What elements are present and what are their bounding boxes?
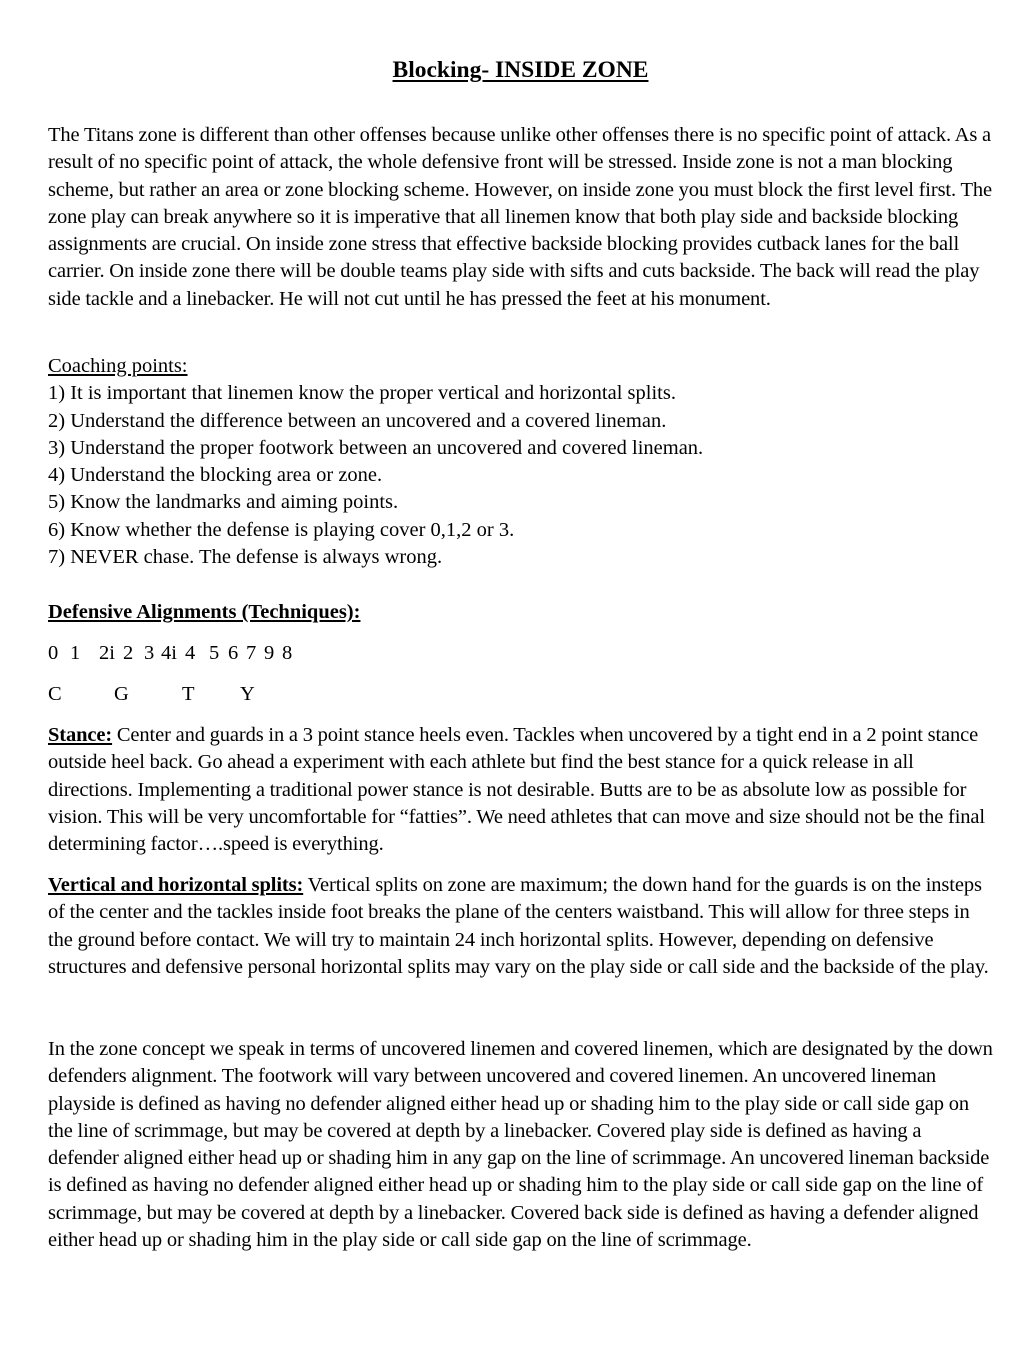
position-t: T: [182, 683, 195, 705]
intro-paragraph: The Titans zone is different than other offenses because unlike other offenses there is no specific point of attack. As a result of no specific point of attack, the whole defensive front will be stressed. Inside zone is not a man blocking scheme, but rather an area or zone blocking scheme. However, on inside zone you must block the first level first. The zone play can break anywhere so it is imperative that all linemen know that both play side and backside blocking assignments are crucial. On inside zone stress that effective backside blocking provides cutback lanes for the ball carrier. On inside zone there will be double teams play side with sifts and cuts backside. The back will read the play side tackle and a linebacker. He will not cut until he has pressed the feet at his monument.: [48, 124, 992, 310]
coaching-point-5: 5) Know the landmarks and aiming points.: [48, 491, 399, 514]
coaching-point-2: 2) Understand the difference between an uncovered and a covered lineman.: [48, 409, 667, 432]
position-y: Y: [240, 683, 255, 705]
technique-4: 4: [185, 642, 196, 664]
technique-numbers-row: [48, 640, 993, 668]
splits-text: Vertical splits on zone are maximum; the down hand for the guards is on the insteps of the center and the tackles inside foot breaks the plane of the centers waistband. This will allow for three steps in the ground before contact. We will try to maintain 24 inch horizontal splits. However, depending on defensive structures and defensive personal horizontal splits may vary on the play side or call side and the backside of the play.: [48, 874, 989, 978]
technique-3: 3: [144, 642, 155, 664]
technique-0: 0: [48, 642, 59, 664]
technique-9: 9: [264, 642, 275, 664]
technique-8: 8: [282, 642, 293, 664]
splits-paragraph: [48, 872, 993, 981]
technique-2i: 2i: [99, 642, 115, 664]
coaching-point-3: 3) Understand the proper footwork between an uncovered and covered lineman.: [48, 436, 704, 459]
position-letters-row: [48, 681, 993, 709]
stance-text: Center and guards in a 3 point stance heels even. Tackles when uncovered by a tight end in a 2 point stance outside heel back. Go ahead a experiment with each athlete but find the best stance for a quick release in all directions. Implementing a traditional power stance is not desirable. Butts are to be as absolute low as possible for vision. This will be very uncomfortable for “fatties”. We need athletes that can move and size should not be the final determining factor….speed is everything.: [48, 724, 985, 856]
stance-paragraph: [48, 722, 993, 858]
technique-6: 6: [228, 642, 239, 664]
splits-label: Vertical and horizontal splits:: [48, 874, 304, 896]
technique-5: 5: [209, 642, 220, 664]
coaching-point-4: 4) Understand the blocking area or zone.: [48, 464, 383, 487]
coaching-point-1: 1) It is important that linemen know the proper vertical and horizontal splits.: [48, 382, 676, 405]
page-title: Blocking- INSIDE ZONE: [392, 57, 649, 83]
position-g: G: [114, 683, 129, 705]
coaching-point-6: 6) Know whether the defense is playing cover 0,1,2 or 3.: [48, 518, 515, 541]
technique-7: 7: [246, 642, 257, 664]
coaching-points-section: [48, 353, 993, 571]
zone-concept-paragraph: In the zone concept we speak in terms of uncovered linemen and covered linemen, which are designated by the down defenders alignment. The footwork will vary between uncovered and covered linemen. An uncovered lineman playside is defined as having no defender aligned either head up or shading him to the play side or call side gap on the line of scrimmage, but may be covered at depth by a linebacker. Covered play side is defined as having a defender aligned either head up or shading him in any gap on the line of scrimmage. An uncovered lineman backside is defined as having no defender aligned either head up or shading him to the play side or call side gap on the line of scrimmage, but may be covered at depth by a linebacker. Covered back side is defined as having a defender aligned either head up or shading him in the play side or call side gap on the line of scrimmage.: [48, 1038, 993, 1252]
position-c: C: [48, 683, 62, 705]
stance-label: Stance:: [48, 724, 113, 746]
technique-1: 1: [70, 642, 81, 664]
defensive-alignments-section: [48, 599, 993, 626]
technique-2: 2: [123, 642, 134, 664]
coaching-point-7: 7) NEVER chase. The defense is always wrong.: [48, 546, 443, 569]
defensive-alignments-heading: Defensive Alignments (Techniques):: [48, 601, 361, 623]
coaching-points-heading: Coaching points:: [48, 355, 188, 377]
technique-4i: 4i: [161, 642, 177, 664]
